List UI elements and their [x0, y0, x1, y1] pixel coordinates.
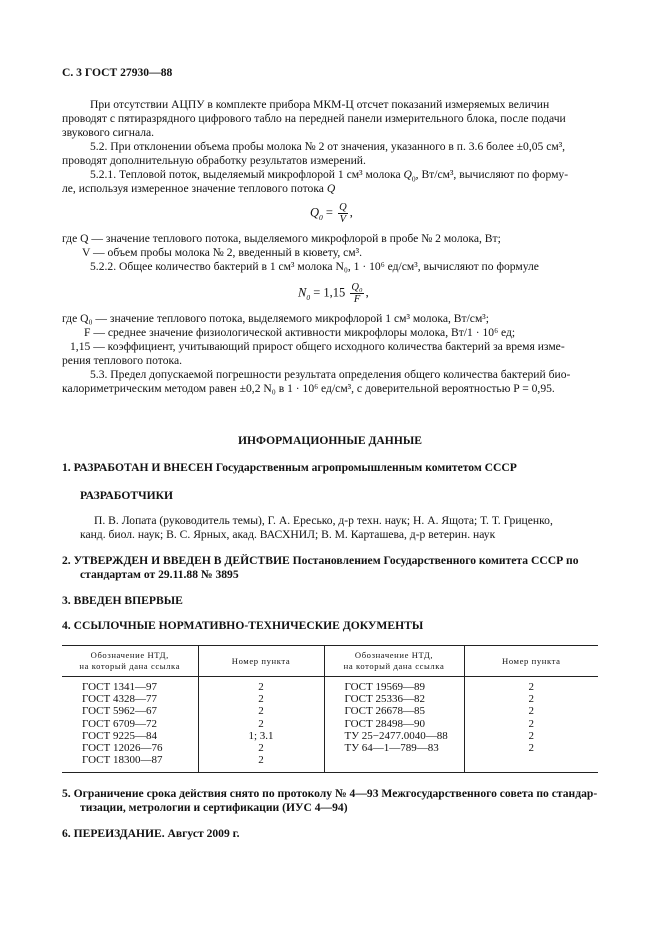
subscript: 0 — [411, 174, 416, 184]
table-cell-value: 2 — [258, 717, 264, 730]
table-cell-value: ТУ 25−2477.0040—88 — [344, 729, 448, 742]
table-cell-value: ГОСТ 1341—97 — [82, 681, 157, 693]
where-line: где Q — значение теплового потока, выделяемого микрофлорой в пробе № 2 молока, Вт; — [62, 232, 501, 245]
table-cell-value: 2 — [258, 681, 264, 693]
fraction-denominator: F — [353, 294, 361, 305]
info-item-2: 2. УТВЕРЖДЕН И ВВЕДЕН В ДЕЙСТВИЕ Постановлением Государственного комитета СССР по — [62, 554, 579, 567]
formula-subscript: 0 — [306, 292, 311, 302]
paragraph-line: звукового сигнала. — [62, 126, 155, 139]
formula-q0 — [310, 202, 353, 225]
formula-coefficient: = 1,15 — [310, 285, 349, 300]
header-item-right: Номер пункта — [464, 646, 598, 677]
header-doc-left: Обозначение НТД, на который дана ссылка — [79, 650, 181, 671]
table-cell-value: ТУ 64—1—789—83 — [344, 742, 439, 755]
where-line: F — среднее значение физиологической активности микрофлоры молока, Вт/1 · 10⁶ ед; — [84, 326, 516, 339]
table-cell-value: 2 — [528, 742, 534, 755]
info-item-2-cont: стандартам от 29.11.88 № 3895 — [80, 568, 239, 581]
info-item-5: 5. Ограничение срока действия снято по протоколу № 4—93 Межгосударственного совета по стандар- — [62, 787, 598, 800]
table-cell-value: 2 — [528, 729, 534, 742]
formula-symbol: N — [298, 285, 307, 300]
info-item-1: 1. РАЗРАБОТАН И ВНЕСЕН Государственным агропромышленным комитетом СССР — [62, 461, 517, 474]
table-cell-value: ГОСТ 25336—82 — [344, 693, 425, 706]
table-cell-value: ГОСТ 5962—67 — [82, 705, 157, 718]
table-cell-value: 2 — [258, 742, 264, 755]
paragraph-line: калориметрическим методом равен ±0,2 N₀ в 1 · 10⁶ ед/см³, с доверительной вероятностью P = 0,95. — [62, 382, 555, 395]
developers-line: П. В. Лопата (руководитель темы), Г. А. Ересько, д-р техн. наук; Н. А. Ящота; Т. Т. Гриценко, — [94, 514, 553, 527]
paragraph-line: При отсутствии АЦПУ в комплекте прибора МКМ-Ц отсчет показаний измеряемых величин — [90, 98, 550, 111]
table-cell-value: ГОСТ 28498—90 — [344, 717, 425, 730]
table-cell-value: ГОСТ 4328—77 — [82, 693, 157, 706]
paragraph-line — [90, 168, 568, 182]
fraction-denominator: V — [339, 214, 347, 225]
header-doc-right: Обозначение НТД, на который дана ссылка — [324, 646, 464, 677]
where-line: рения теплового потока. — [62, 354, 182, 367]
text-run: , Вт/см³, вычисляют по форму- — [415, 168, 569, 181]
developers-title: РАЗРАБОТЧИКИ — [80, 489, 174, 502]
info-item-5-cont: тизации, метрологии и сертификации (ИУС 4—94) — [80, 801, 348, 814]
table-cell-value: 2 — [528, 681, 534, 693]
formula-punct: , — [349, 205, 353, 220]
left-docs-cell — [62, 677, 198, 773]
section-title: ИНФОРМАЦИОННЫЕ ДАННЫЕ — [238, 434, 422, 447]
developers-line: канд. биол. наук; В. С. Ярных, акад. ВАСХНИЛ; В. М. Карташева, д-р ветерин. наук — [80, 528, 496, 541]
left-items-cell — [198, 677, 324, 773]
table-cell-value: ГОСТ 18300—87 — [82, 754, 163, 767]
text-run: 5.2.1. Тепловой поток, выделяемый микрофлорой 1 см³ молока — [90, 168, 404, 181]
table-cell-value: 2 — [528, 717, 534, 730]
formula-fraction — [338, 202, 348, 225]
table-cell-value: 2 — [528, 705, 534, 718]
table-cell-value: 2 — [528, 693, 534, 706]
header-item-left: Номер пункта — [198, 646, 324, 677]
paragraph-line: проводят с пятиразрядного цифрового табло на передней панели измерительного блока, после подачи — [62, 112, 566, 125]
table-cell-value: 2 — [258, 693, 264, 706]
table-cell-value: ГОСТ 9225—84 — [82, 729, 157, 742]
symbol: Q — [326, 182, 336, 195]
formula-equals: = — [322, 205, 337, 220]
formula-punct: , — [365, 285, 369, 300]
where-line: V — объем пробы молока № 2, введенный в кювету, см³. — [82, 246, 362, 259]
table-cell-value: 1; 3.1 — [248, 729, 274, 742]
page-header: С. 3 ГОСТ 27930—88 — [62, 66, 173, 79]
info-item-4: 4. ССЫЛОЧНЫЕ НОРМАТИВНО-ТЕХНИЧЕСКИЕ ДОКУМЕНТЫ — [62, 619, 424, 632]
table-row — [62, 677, 598, 773]
table-cell-value: ГОСТ 6709—72 — [82, 717, 157, 730]
text-run: ле, используя измеренное значение теплового потока — [62, 182, 327, 195]
formula-subscript: 0 — [319, 212, 323, 222]
right-items-cell — [464, 677, 598, 773]
formula-fraction — [350, 282, 363, 305]
fraction-numerator: Q₀ — [351, 282, 363, 293]
table-cell-value: 2 — [258, 754, 264, 767]
paragraph-line: 5.2.2. Общее количество бактерий в 1 см³ молока N₀, 1 · 10⁶ ед/см³, вычисляют по формуле — [90, 260, 539, 273]
where-line: 1,15 — коэффициент, учитывающий прирост общего исходного количества бактерий за время изме- — [70, 340, 565, 353]
reference-table — [62, 645, 598, 773]
formula-n0 — [298, 282, 369, 305]
fraction-numerator: Q — [339, 202, 347, 213]
where-line: где Q₀ — значение теплового потока, выделяемого микрофлорой 1 см³ молока, Вт/см³; — [62, 312, 489, 325]
table-cell-value: ГОСТ 19569—89 — [344, 681, 425, 693]
symbol: Q — [403, 168, 412, 181]
table-cell-value: ГОСТ 12026—76 — [82, 742, 163, 755]
paragraph-line: 5.3. Предел допускаемой погрешности результата определения общего количества бактерий био- — [90, 368, 571, 381]
paragraph-line — [62, 182, 335, 196]
info-item-3: 3. ВВЕДЕН ВПЕРВЫЕ — [62, 594, 183, 607]
table-header-row — [62, 646, 598, 677]
right-docs-cell — [324, 677, 464, 773]
paragraph-line: 5.2. При отклонении объема пробы молока № 2 от значения, указанного в п. 3.6 более ±0,05 см³, — [90, 140, 566, 153]
table-cell-value: ГОСТ 26678—85 — [344, 705, 425, 718]
paragraph-line: проводят дополнительную обработку результатов измерений. — [62, 154, 366, 167]
info-item-6: 6. ПЕРЕИЗДАНИЕ. Август 2009 г. — [62, 827, 240, 840]
formula-symbol: Q — [310, 205, 320, 220]
table-cell-value: 2 — [258, 705, 264, 718]
